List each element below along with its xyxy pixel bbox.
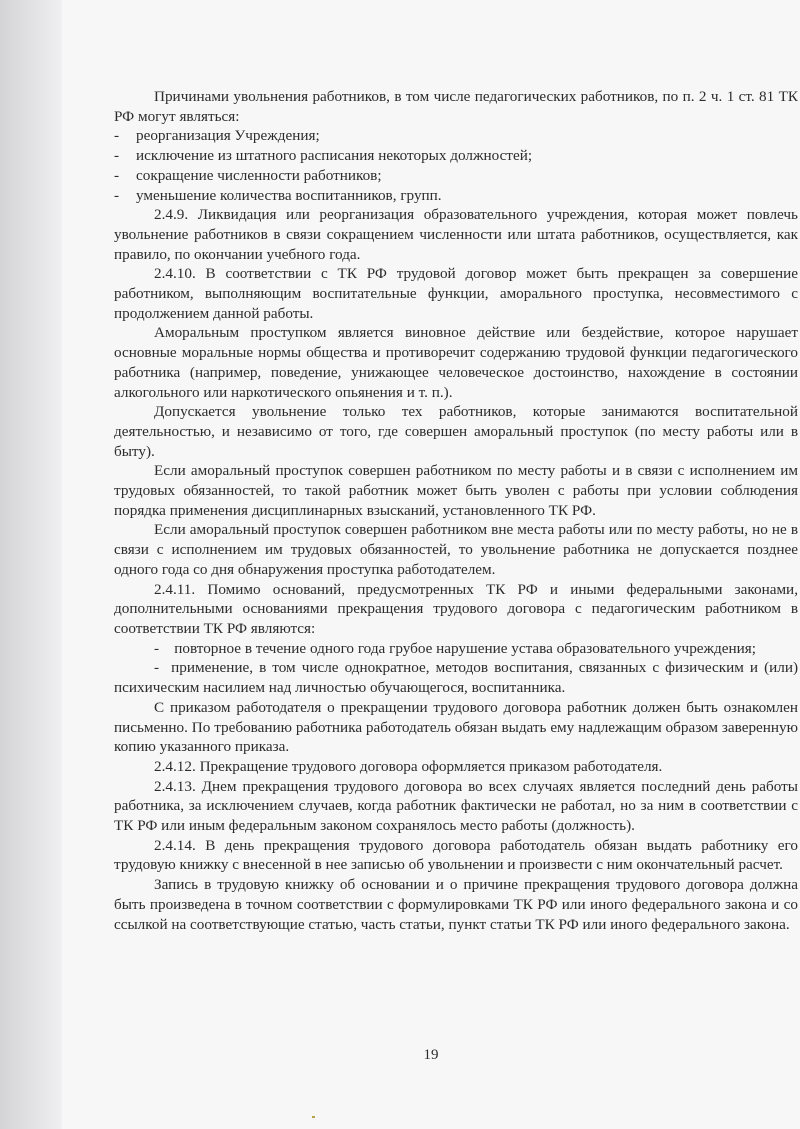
paragraph-2-4-9: 2.4.9. Ликвидация или реорганизация образовательного учреждения, которая может повлечь увольнение работников в связи сокращением численности или штата работников, осуществляется, как правило, по окончании учебного года. xyxy=(114,206,798,263)
scan-speck xyxy=(312,1116,315,1118)
page-number: 19 xyxy=(423,1047,439,1063)
list-item-text: повторное в течение одного года грубое нарушение устава образовательного учреждения; xyxy=(174,639,756,657)
document-page xyxy=(62,0,800,1129)
list-item xyxy=(114,658,798,697)
paragraph-at-work: Если аморальный проступок совершен работником по месту работы и в связи с исполнением им трудовых обязанностей, то такой работник может быть уволен с работы при условии соблюдения порядка применения дисциплинарных взысканий, установленного ТК РФ. xyxy=(114,462,798,519)
list-marker: - xyxy=(114,127,120,145)
paragraph-2-4-10: 2.4.10. В соответствии с ТК РФ трудовой договор может быть прекращен за совершение работником, выполняющим воспитательные функции, аморального проступка, несовместимого с продолжением данной работы. xyxy=(114,265,798,322)
list-item-text: уменьшение количества воспитанников, групп. xyxy=(136,186,442,204)
list-marker: - xyxy=(114,166,120,184)
list-marker: - xyxy=(154,659,160,677)
paragraph-2-4-13: 2.4.13. Днем прекращения трудового договора во всех случаях является последний день работы работника, за исключением случаев, когда работник фактически не работал, но за ним в соответствии с ТК РФ или иным федеральным законом сохранялось место работы (должность). xyxy=(114,777,798,835)
paragraph-workbook-record: Запись в трудовую книжку об основании и о причине прекращения трудового договора должна быть произведена в точном соответствии с формулировками ТК РФ или иного федерального закона и со ссылкой на соответствующие статью, часть статьи, пункт статьи ТК РФ или иного федерального закона. xyxy=(114,876,798,933)
paragraph-dismissal-reasons: Причинами увольнения работников, в том числе педагогических работников, по п. 2 ч. 1 ст. 81 ТК РФ могут являться: xyxy=(114,88,798,125)
list-item xyxy=(114,166,798,186)
paragraph-2-4-11: 2.4.11. Помимо оснований, предусмотренных ТК РФ и иными федеральными законами, дополнительными основаниями прекращения трудового договора с педагогическим работником в соответствии ТК РФ являются: xyxy=(114,580,798,637)
list-marker: - xyxy=(154,639,160,657)
list-item-text: реорганизация Учреждения; xyxy=(136,127,320,145)
list-item-text: применение, в том числе однократное, методов воспитания, связанных с физическим и (или) психическим насилием над личностью обучающегося, воспитанника. xyxy=(114,659,799,697)
paragraph-order-acquaintance: С приказом работодателя о прекращении трудового договора работник должен быть ознакомлен письменно. По требованию работника работодатель обязан выдать ему надлежащим образом заверенную копию указанного приказа. xyxy=(114,698,798,756)
list-item xyxy=(114,639,798,659)
paragraph-2-4-12: 2.4.12. Прекращение трудового договора оформляется приказом работодателя. xyxy=(154,757,663,775)
list-item xyxy=(114,186,798,206)
scan-edge-shadow xyxy=(0,0,62,1129)
paragraph-amoral-definition: Аморальным проступком является виновное действие или бездействие, которое нарушает основные моральные нормы общества и противоречит содержанию трудовой функции педагогического работника (например, поведение, унижающее человеческое достоинство, нахождение в состоянии алкогольного или наркотического опьянения и т. п.). xyxy=(114,324,798,401)
list-item xyxy=(114,126,798,146)
list-item-text: исключение из штатного расписания некоторых должностей; xyxy=(136,147,533,165)
list-item-text: сокращение численности работников; xyxy=(136,166,382,184)
list-marker: - xyxy=(114,147,120,165)
paragraph-outside-work: Если аморальный проступок совершен работником вне места работы или по месту работы, но не в связи с исполнением им трудовых обязанностей, то увольнение работника не допускается позднее одного года со дня обнаружения проступка работодателем. xyxy=(114,521,798,578)
list-marker: - xyxy=(114,186,120,204)
document-body xyxy=(114,87,798,934)
paragraph-2-4-14: 2.4.14. В день прекращения трудового договора работодатель обязан выдать работнику его трудовую книжку с внесенной в нее записью об увольнении и произвести с ним окончательный расчет. xyxy=(114,836,798,874)
list-item xyxy=(114,146,798,166)
paragraph-allowed-dismissal: Допускается увольнение только тех работников, которые занимаются воспитательной деятельностью, и независимо от того, где совершен аморальный проступок (по месту работы или в быту). xyxy=(114,403,798,460)
